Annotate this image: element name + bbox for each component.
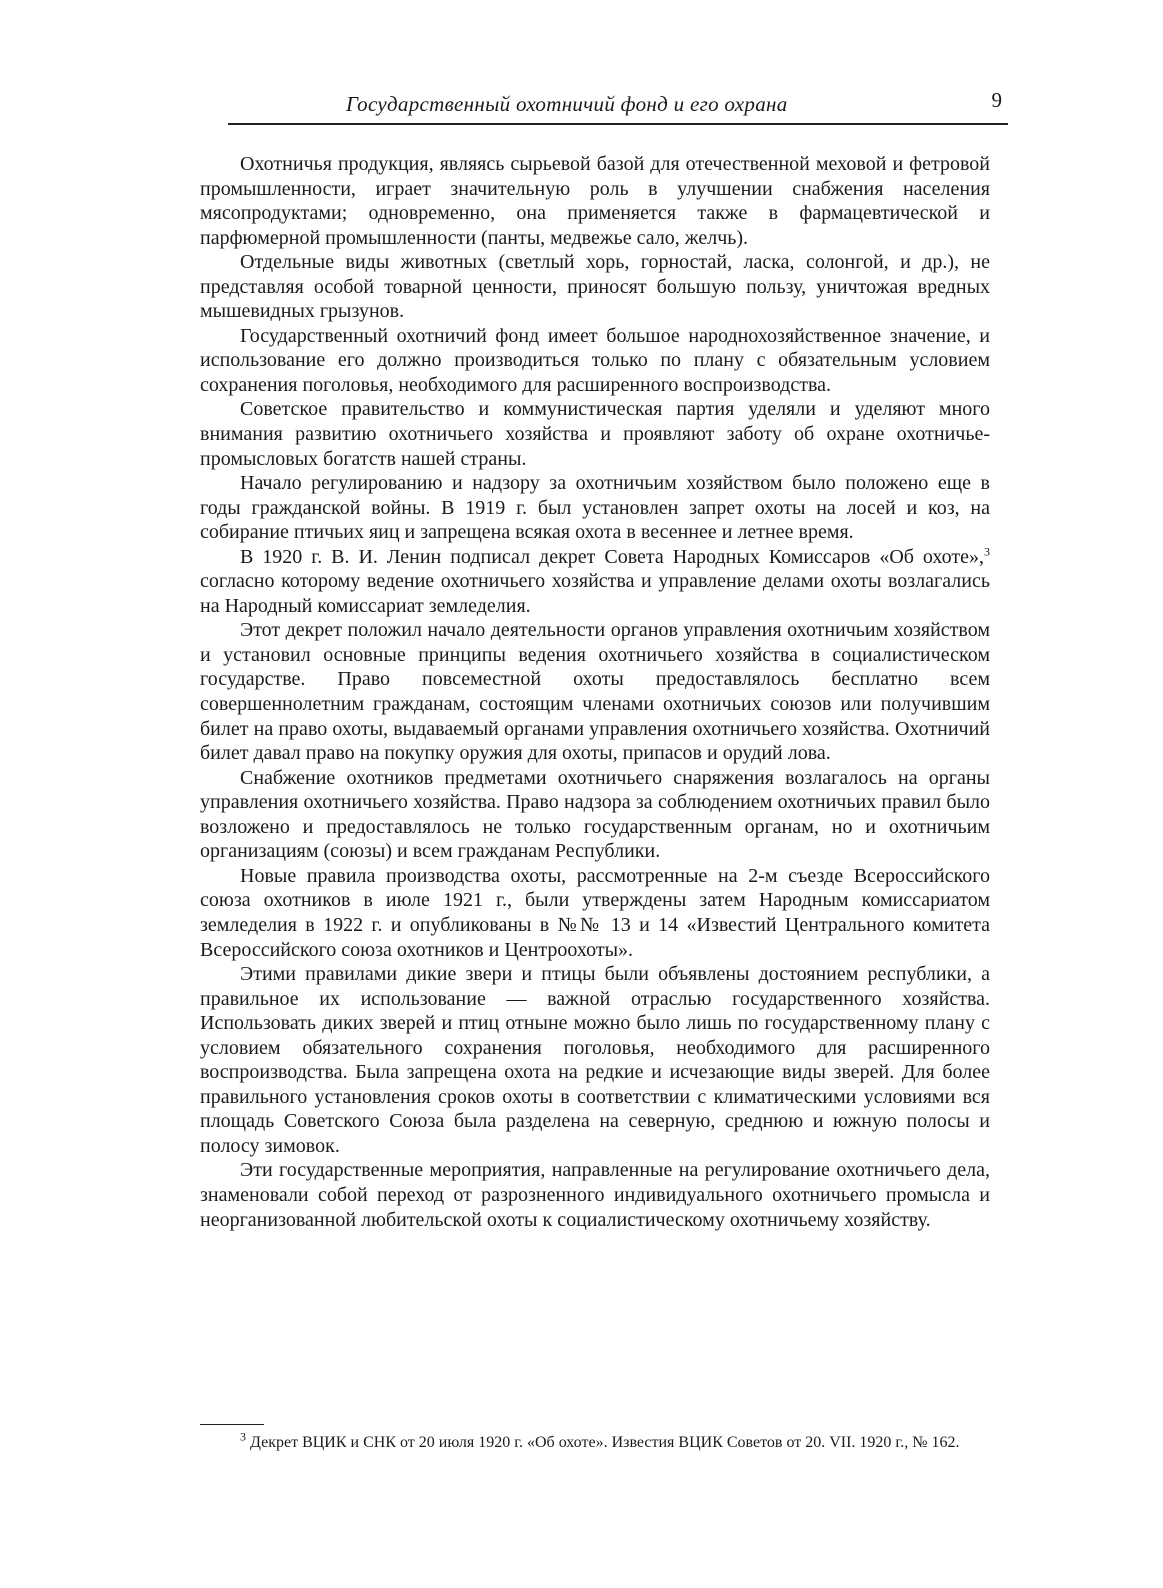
paragraph: Эти государственные мероприятия, направленные на регулирование охотничьего дела, знаменовали собой переход от разрозненного индивидуального охотничьего промысла и неорганизованной любительской охоты к социалистическому охотничьему хозяйству. <box>200 1159 990 1231</box>
paragraph-text: В 1920 г. В. И. Ленин подписал декрет Совета Народных Комиссаров «Об охоте», <box>240 545 984 568</box>
footnote <box>200 1429 990 1454</box>
paragraph: Советское правительство и коммунистическая партия уделяли и уделяют много внимания развитию охотничьего хозяйства и проявляют заботу об охране охотничье-промысловых богатств нашей страны. <box>200 398 990 470</box>
paragraph: Отдельные виды животных (светлый хорь, горностай, ласка, солонгой, и др.), не представляя особой товарной ценности, приносят большую пользу, уничтожая вредных мышевидных грызунов. <box>200 251 990 323</box>
paragraph: Начало регулированию и надзору за охотничьим хозяйством было положено еще в годы гражданской войны. В 1919 г. был установлен запрет охоты на лосей и коз, на собирание птичьих яиц и запрещена всякая охота в весеннее и летнее время. <box>200 472 990 544</box>
paragraph: Новые правила производства охоты, рассмотренные на 2-м съезде Всероссийского союза охотников в июле 1921 г., были утверждены затем Народным комиссариатом земледелия в 1922 г. и опубликованы в №№ 13 и 14 «Известий Центрального комитета Всероссийского союза охотников и Центроохоты». <box>200 864 990 961</box>
footnote-text: Декрет ВЦИК и СНК от 20 июля 1920 г. «Об охоте». Известия ВЦИК Советов от 20. VII. 1920 г., № 162. <box>246 1434 960 1451</box>
footnote-reference: 3 <box>984 544 990 559</box>
header-divider <box>228 123 1008 125</box>
paragraph: Снабжение охотников предметами охотничьего снаряжения возлагалось на органы управления охотничьего хозяйства. Право надзора за соблюдением охотничьих правил было возложено и предоставлялось не только государственным органам, но и охотничьим организациям (союзы) и всем гражданам Республики. <box>200 766 990 863</box>
paragraph: Этот декрет положил начало деятельности органов управления охотничьим хозяйством и установил основные принципы ведения охотничьего хозяйства в социалистическом государстве. Право повсеместной охоты предоставлялось бесплатно всем совершеннолетним гражданам, состоящим членами охотничьих союзов или получившим билет на право охоты, выдаваемый органами управления охотничьего хозяйства. Охотничий билет давал право на покупку оружия для охоты, припасов и орудий лова. <box>200 619 990 765</box>
paragraph-decree <box>200 545 990 619</box>
main-text <box>200 152 990 1232</box>
paragraph-text: согласно которому ведение охотничьего хозяйства и управление делами охоты возлагались на Народный комиссариат земледелия. <box>200 570 990 617</box>
footnote-marker: 3 <box>240 1429 246 1444</box>
header-title: Государственный охотничий фонд и его охрана <box>346 92 788 116</box>
paragraph: Государственный охотничий фонд имеет большое народнохозяйственное значение, и использование его должно производиться только по плану с обязательным условием сохранения поголовья, необходимого для расширенного воспроизводства. <box>200 324 990 396</box>
paragraph: Охотничья продукция, являясь сырьевой базой для отечественной меховой и фетровой промышленности, играет значительную роль в улучшении снабжения населения мясопродуктами; одновременно, она применяется также в фармацевтической и парфюмерной промышленности (панты, медвежье сало, желчь). <box>200 153 990 249</box>
footnote-divider <box>200 1424 264 1425</box>
running-header <box>228 88 1008 128</box>
paragraph: Этими правилами дикие звери и птицы были объявлены достоянием республики, а правильное их использование — важной отраслью государственного хозяйства. Использовать диких зверей и птиц отныне можно было лишь по государственному плану с условием обязательного сохранения поголовья, необходимого для расширенного воспроизводства. Была запрещена охота на редкие и исчезающие виды зверей. Для более правильного установления сроков охоты в соответствии с климатическими условиями вся площадь Советского Союза была разделена на северную, среднюю и южную полосы и полосу зимовок. <box>200 963 990 1157</box>
page-number: 9 <box>991 88 1002 112</box>
